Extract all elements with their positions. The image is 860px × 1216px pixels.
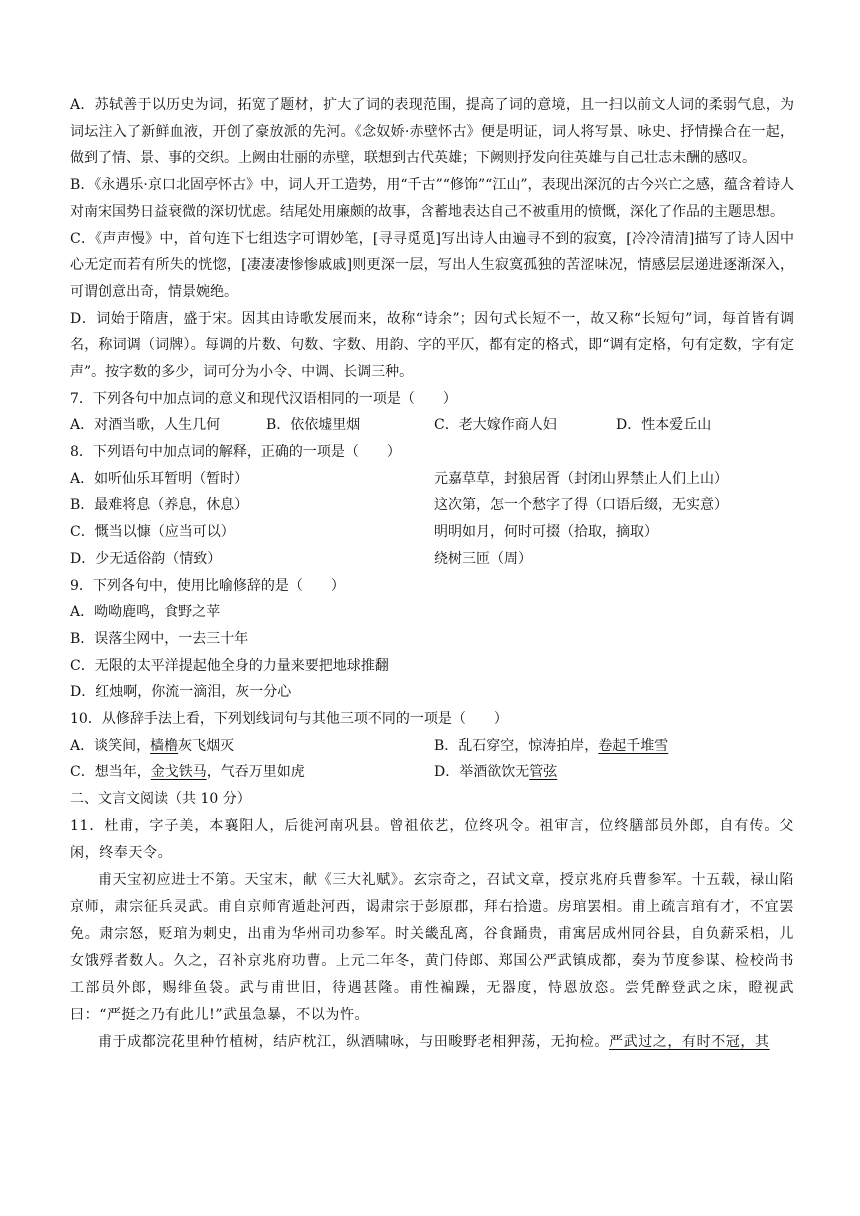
- option-c: C．《声声慢》中，首句连下七组迭字可谓妙笔，[寻寻觅觅]写出诗人由遍寻不到的寂寞，[冷冷清清]描写了诗人因中心无定而若有所失的恍惚，[凄凄凄惨惨戚戚]则更深一层，写出人生寂寞孤独的苦涩味况，情感层层递进逐渐深入，可谓创意出奇，情景婉绝。: [70, 230, 794, 300]
- q10-c-rest: ，气吞万里如虎: [206, 764, 305, 781]
- q8-row-b-left: B．最难将息（养息，休息）: [70, 497, 249, 514]
- q10-a-text: A．谈笑间，: [70, 737, 151, 754]
- question-7-options: [70, 412, 794, 439]
- exam-page: [70, 92, 794, 1056]
- q8-row-d: [70, 546, 794, 573]
- q11-paragraph-2: 甫天宝初应进士不第。天宝末，献《三大礼赋》。玄宗奇之，召试文章，授京兆府兵曹参军。十五载，禄山陷京师，肃宗征兵灵武。甫自京师宵遁赴河西，谒肃宗于彭原郡，拜右拾遗。房琯罢相。甫上疏言琯有才，不宜罢免。肃宗怒，贬琯为刺史，出甫为华州司功参军。时关畿乱离，谷食踊贵，甫寓居成州同谷县，自负薪采梠，儿女饿殍者数人。久之，召补京兆府功曹。上元二年冬，黄门侍郎、郑国公严武镇成都，奏为节度参谋、检校尚书工部员外郎，赐绯鱼袋。武与甫世旧，待遇甚隆。甫性褊躁，无器度，恃恩放恣。尝凭醉登武之床，瞪视武曰：“严挺之乃有此儿!”武虽急暴，不以为忤。: [70, 871, 794, 1023]
- q8-row-b-right: 这次第，怎一个愁字了得（口语后缀，无实意）: [434, 497, 728, 514]
- q11-p3-underlined: 严武过之，有时不冠，其: [609, 1033, 770, 1050]
- question-7-stem: 7．下列各句中加点词的意义和现代汉语相同的一项是（ ）: [70, 390, 457, 407]
- q8-row-c-left: C．慨当以慷（应当可以）: [70, 524, 235, 541]
- q9-option-d: D．红烛啊，你流一滴泪，灰一分心: [70, 684, 292, 701]
- q10-d-text: D．举酒欲饮无: [434, 764, 530, 781]
- q10-a-underlined: 樯橹: [150, 737, 179, 754]
- q8-row-b: [70, 492, 794, 519]
- q7-option-c: C．老大嫁作商人妇: [434, 417, 557, 434]
- q9-option-a: A．呦呦鹿鸣，食野之苹: [70, 604, 221, 621]
- option-b: B．《永遇乐·京口北固亭怀古》中，词人开工造势，用“千古”“修饰”“江山”，表现出深沉的古今兴亡之感，蕴含着诗人对南宋国势日益衰微的深切忧虑。结尾处用廉颇的故事，含蓄地表达自己不被重用的愤慨，深化了作品的主题思想。: [70, 177, 794, 220]
- q11-p3-text: 甫于成都浣花里种竹植树，结庐枕江，纵酒啸咏，与田畯野老相狎荡，无拘检。: [98, 1033, 609, 1050]
- question-10-stem: 10．从修辞手法上看，下列划线词句与其他三项不同的一项是（ ）: [70, 710, 508, 727]
- q10-a-rest: 灰飞烟灭: [178, 737, 235, 754]
- q10-b-underlined: 卷起千堆雪: [598, 737, 669, 754]
- question-8-stem: 8．下列语句中加点词的解释，正确的一项是（ ）: [70, 444, 401, 461]
- q10-c-underlined: 金戈铁马: [150, 764, 207, 781]
- option-d: D．词始于隋唐，盛于宋。因其由诗歌发展而来，故称“诗余”；因句式长短不一，故又称“长短句”词，每首皆有调名，称词调（词牌）。每调的片数、句数、字数、用韵、字的平仄，都有定的格式，即“调有定格，句有定数，字有定声”。按字数的多少，词可分为小令、中调、长调三种。: [70, 310, 794, 381]
- q10-row-cd: [70, 759, 794, 786]
- q9-option-b: B．误落尘网中，一去三十年: [70, 630, 249, 647]
- q10-d-underlined: 管弦: [529, 764, 558, 781]
- q10-option-c: [70, 764, 305, 780]
- q8-row-a: [70, 466, 794, 493]
- q10-option-a: [70, 738, 234, 754]
- q7-option-d: D．性本爱丘山: [616, 417, 712, 434]
- q7-option-a: A．对酒当歌，人生几何: [70, 417, 221, 434]
- q10-option-d: [434, 759, 557, 786]
- q8-row-d-left: D．少无适俗韵（情致）: [70, 550, 222, 567]
- q10-c-text: C．想当年，: [70, 764, 151, 781]
- question-9-stem: 9．下列各句中，使用比喻修辞的是（ ）: [70, 577, 345, 594]
- q7-option-b: B．依依墟里烟: [266, 417, 361, 434]
- q10-option-b: [434, 733, 668, 760]
- q8-row-c-right: 明明如月，何时可掇（拾取，摘取）: [434, 524, 658, 541]
- q8-row-c: [70, 519, 794, 546]
- q10-row-ab: [70, 733, 794, 760]
- q11-paragraph-1: 11．杜甫，字子美，本襄阳人，后徙河南巩县。曾祖依艺，位终巩令。祖审言，位终膳部员外郎，自有传。父闲，终奉天令。: [70, 817, 794, 861]
- q11-paragraph-3: [70, 1029, 794, 1056]
- q8-row-d-right: 绕树三匝（周）: [434, 550, 532, 567]
- q9-option-c: C．无限的太平洋提起他全身的力量来要把地球推翻: [70, 657, 389, 674]
- q8-row-a-right: 元嘉草草，封狼居胥（封闭山界禁止人们上山）: [434, 470, 728, 487]
- option-a: A．苏轼善于以历史为词，拓宽了题材，扩大了词的表现范围，提高了词的意境，且一扫以前文人词的柔弱气息，为词坛注入了新鲜血液，开创了豪放派的先河。《念奴娇·赤壁怀古》便是明证，词人将写景、咏史、抒情操合在一起，做到了情、景、事的交织。上阙由壮丽的赤壁，联想到古代英雄；下阙则抒发向往英雄与自己壮志未酬的感叹。: [70, 97, 794, 167]
- q10-b-text: B．乱石穿空，惊涛拍岸，: [434, 737, 599, 754]
- q8-row-a-left: A．如听仙乐耳暂明（暂时）: [70, 470, 249, 487]
- section-heading: 二、文言文阅读（共 10 分）: [70, 791, 251, 808]
